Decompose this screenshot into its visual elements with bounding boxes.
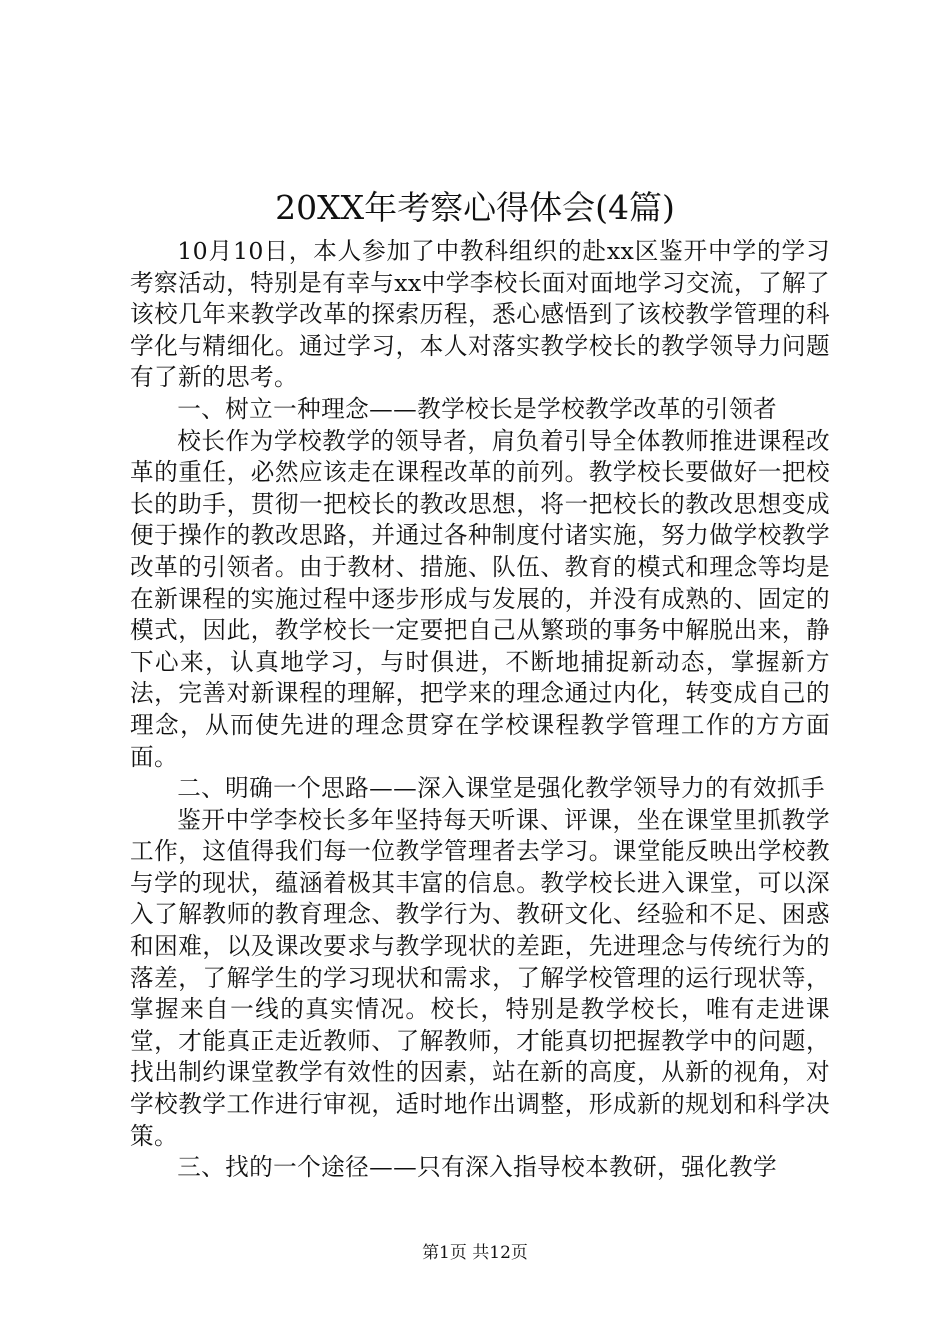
document-title: 20XX年考察心得体会(4篇) [275, 188, 675, 227]
section-heading-1: 一、树立一种理念——教学校长是学校教学改革的引领者 [177, 394, 778, 423]
page-number-footer: 第1页 共12页 [422, 1243, 528, 1263]
paragraph-section-2: 鉴开中学李校长多年坚持每天听课、评课，坐在课堂里抓教学工作，这值得我们每一位教学管理者去学习。课堂能反映出学校教与学的现状，蕴涵着极其丰富的信息。教学校长进入课堂，可以深入了解教师的教育理念、教学行为、教研文化、经验和不足、困惑和困难，以及课改要求与教学现状的差距，先进理念与传统行为的落差，了解学生的学习现状和需求，了解学校管理的运行现状等，掌握来自一线的真实情况。校长，特别是教学校长，唯有走进课堂，才能真正走近教师、了解教师，才能真切把握教学中的问题，找出制约课堂教学有效性的因素，站在新的高度，从新的视角，对学校教学工作进行审视，适时地作出调整，形成新的规划和科学决策。 [130, 805, 830, 1150]
paragraph-section-1: 校长作为学校教学的领导者，肩负着引导全体教师推进课程改革的重任，必然应该走在课程改革的前列。教学校长要做好一把校长的助手，贯彻一把校长的教改思想，将一把校长的教改思想变成便于操作的教改思路，并通过各种制度付诸实施，努力做学校教学改革的引领者。由于教材、措施、队伍、教育的模式和理念等均是在新课程的实施过程中逐步形成与发展的，并没有成熟的、固定的模式，因此，教学校长一定要把自己从繁琐的事务中解脱出来，静下心来，认真地学习，与时俱进，不断地捕捉新动态，掌握新方法，完善对新课程的理解，把学来的理念通过内化，转变成自己的理念，从而使先进的理念贯穿在学校课程教学管理工作的方方面面。 [130, 426, 830, 771]
paragraph-intro: 10月10日，本人参加了中教科组织的赴xx区鉴开中学的学习考察活动，特别是有幸与xx中学李校长面对面地学习交流，了解了该校几年来教学改革的探索历程，悉心感悟到了该校教学管理的科学化与精细化。通过学习，本人对落实教学校长的教学领导力问题有了新的思考。 [130, 237, 830, 392]
section-heading-3: 三、找的一个途径——只有深入指导校本教研，强化教学 [177, 1153, 778, 1182]
section-heading-2: 二、明确一个思路——深入课堂是强化教学领导力的有效抓手 [177, 774, 826, 803]
document-body [130, 236, 830, 1184]
